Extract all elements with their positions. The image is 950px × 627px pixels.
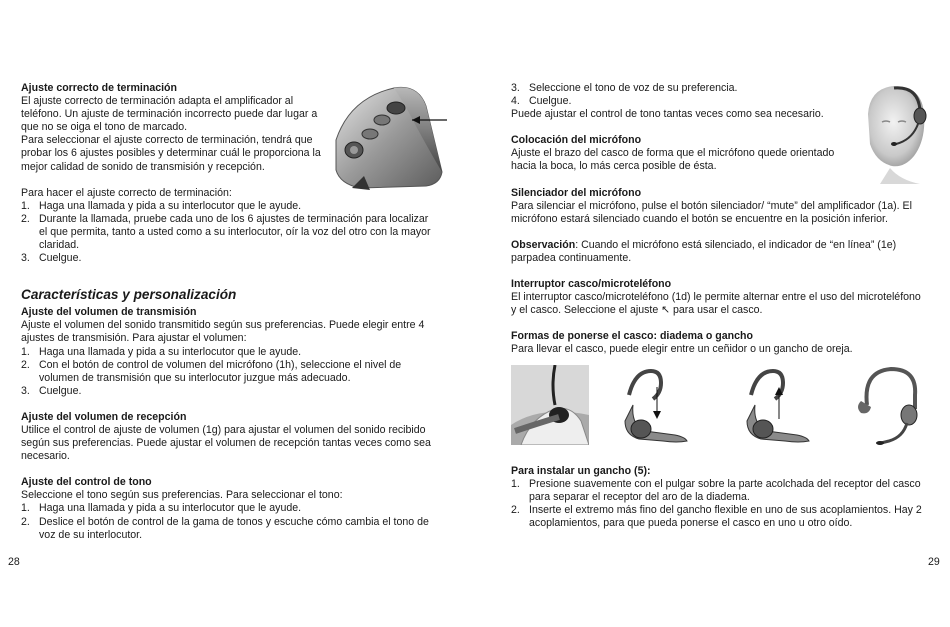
list-item: 1. Presione suavemente con el pulgar sobre la parte acolchada del receptor del casco para separar el receptor del aro de la diadema. [511, 477, 921, 503]
tone-cont-para: Puede ajustar el control de tono tantas veces como sea necesario. [511, 108, 824, 121]
termination-steps [21, 200, 438, 265]
wearing-illustrations [511, 365, 929, 447]
earhook-step-up-illustration [739, 365, 813, 445]
page-number-right: 29 [928, 556, 940, 568]
note-label: Observación [511, 238, 576, 251]
headset-wearer-illustration [860, 84, 940, 184]
list-item: 3. Seleccione el tono de voz de su preferencia. [511, 82, 738, 94]
list-item: 2. Inserte el extremo más fino del gancho flexible en uno de sus acoplamientos. Hay 2 acoplamientos, para que pueda ponerse el casco en uno u otro oído. [511, 503, 922, 529]
rx-volume-heading: Ajuste del volumen de recepción [21, 410, 187, 423]
page-number-left: 28 [8, 556, 20, 568]
list-item: 2. Deslice el botón de control de la gama de tonos y escuche cómo cambia el tono de voz de su interlocutor. [21, 515, 429, 541]
list-item: 1. Haga una llamada y pida a su interlocutor que le ayude. [21, 199, 302, 212]
termination-heading: Ajuste correcto de terminación [21, 82, 178, 94]
list-item: 4. Cuelgue. [511, 95, 572, 108]
hook-steps [511, 478, 929, 530]
wearing-heading: Formas de ponerse el casco: diadema o gancho [511, 330, 753, 343]
hook-heading: Para instalar un gancho (5): [511, 464, 651, 477]
headband-headset-illustration [853, 365, 923, 445]
hook-install-photo [511, 365, 589, 445]
tone-para: Seleccione el tono según sus preferencias. Para seleccionar el tono: [21, 489, 343, 502]
tx-volume-para: Ajuste el volumen del sonido transmitido según sus preferencias. Puede elegir entre 4 ajustes de transmisión. Para ajustar el volumen: [21, 319, 425, 345]
tone-steps [21, 502, 438, 541]
list-item: 1. Haga una llamada y pida a su interlocutor que le ayude. [21, 345, 302, 358]
termination-para-2: Para seleccionar el ajuste correcto de terminación, tendrá que probar los 6 ajustes posibles y determinar cuál le proporciona la mejor calidad de sonido de transmisión y recepción. [21, 134, 321, 173]
note-text: : Cuando el micrófono está silenciado, el indicador de “en línea” (1e) parpadea continuamente. [511, 238, 897, 264]
note-para [511, 239, 929, 265]
mute-heading: Silenciador del micrófono [511, 186, 642, 199]
amplifier-illustration [330, 80, 448, 192]
earhook-step-down-illustration [617, 365, 691, 445]
section-title: Características y personalización [21, 287, 237, 303]
mute-para: Para silenciar el micrófono, pulse el botón silenciador/ “mute” del amplificador (1a). El micrófono estará silenciado cuando el botón se encuentre en la posición inferior. [511, 199, 912, 225]
list-item: 2. Con el botón de control de volumen del micrófono (1h), seleccione el nivel de volumen de transmisión que su interlocutor juzgue más adecuado. [21, 358, 402, 384]
rx-volume-para: Utilice el control de ajuste de volumen (1g) para ajustar el volumen del sonido recibido según sus preferencias. Puede ajustar el volumen de recepción tantas veces como sea necesario. [21, 423, 431, 463]
tx-volume-steps [21, 346, 438, 398]
list-item: 1. Haga una llamada y pida a su interlocutor que le ayude. [21, 502, 302, 515]
switch-heading: Interruptor casco/microteléfono [511, 278, 672, 291]
list-item: 3. Cuelgue. [21, 384, 82, 397]
wearing-para: Para llevar el casco, puede elegir entre un ceñidor o un gancho de oreja. [511, 343, 853, 356]
termination-intro: Para hacer el ajuste correcto de terminación: [21, 186, 232, 199]
termination-para-1: El ajuste correcto de terminación adapta el amplificador al teléfono. Un ajuste de terminación incorrecto puede dar lugar a que no se oiga el tono de marcado. [21, 95, 318, 134]
switch-para: El interruptor casco/microteléfono (1d) le permite alternar entre el uso del microteléfono y el casco. Seleccione el ajuste ↖ para usar el casco. [511, 291, 921, 317]
list-item: 3. Cuelgue. [21, 252, 82, 265]
tone-heading: Ajuste del control de tono [21, 476, 152, 489]
list-item: 2. Durante la llamada, pruebe cada uno de los 6 ajustes de terminación para localizar el que permita, tanto a usted como a su interlocutor, oír la voz del otro con la mayor claridad. [21, 212, 431, 252]
tx-volume-heading: Ajuste del volumen de transmisión [21, 306, 197, 319]
mic-position-heading: Colocación del micrófono [511, 134, 642, 147]
mic-position-para: Ajuste el brazo del casco de forma que el micrófono quede orientado hacia la boca, lo más cerca posible de ésta. [511, 147, 835, 173]
